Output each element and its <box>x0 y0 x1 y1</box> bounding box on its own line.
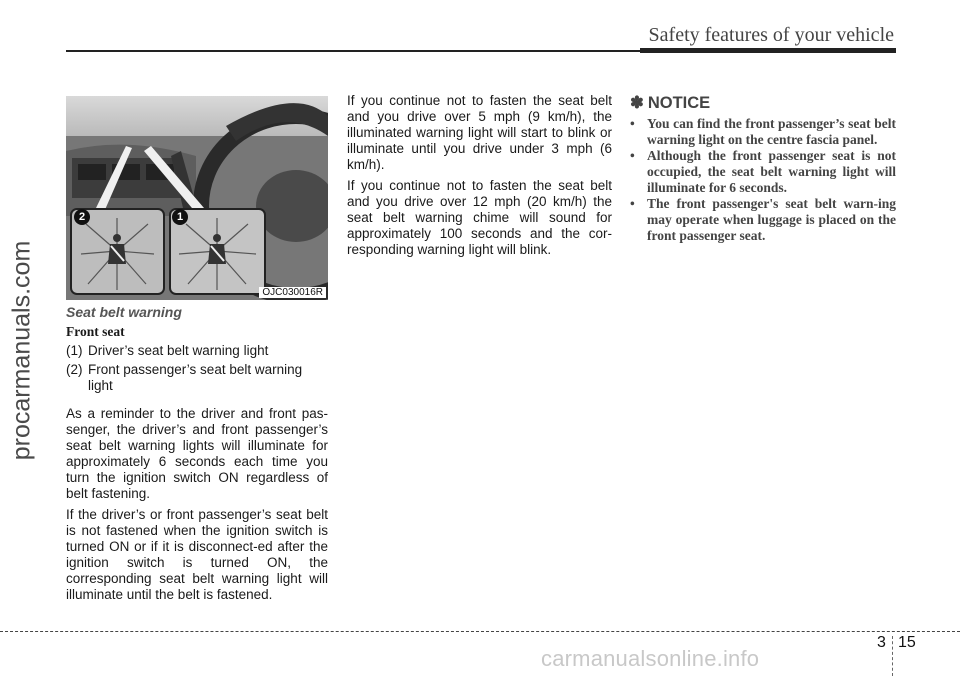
footer-watermark: carmanualsonline.info <box>541 646 760 671</box>
header-accent-bar <box>640 48 896 53</box>
list-item-number: (1) <box>66 343 83 358</box>
notice-item-text: You can find the front passenger’s seat belt warning light on the centre fascia panel. <box>647 116 896 147</box>
list-item <box>66 362 328 394</box>
notice-item: • You can find the front passenger’s seat belt warning light on the centre fascia panel. <box>630 116 896 147</box>
left-column <box>66 304 328 608</box>
body-paragraph: If you continue not to fasten the seat belt and you drive over 12 mph (20 km/h) the seat belt warning chime will sound for approximately 100 seconds and the cor-responding warning light will blink. <box>347 178 612 257</box>
callout-1-label: 1 <box>176 211 184 223</box>
body-paragraph: As a reminder to the driver and front pas-senger, the driver’s and front passenger’s seat belt warning lights will illuminate for approximately 6 seconds each time you turn the ignition switch ON regardless of belt fastening. <box>66 406 328 501</box>
notice-title-text: NOTICE <box>647 94 711 112</box>
callout-2 <box>74 209 90 225</box>
list-item-number: (2) <box>66 362 83 377</box>
callout-1 <box>172 209 188 225</box>
section-title: Seat belt warning <box>66 304 182 320</box>
list-item-text: Driver’s seat belt warning light <box>88 343 269 358</box>
notice-item: • The front passenger's seat belt warn-ing may operate when luggage is placed on the front passenger seat. <box>630 196 896 243</box>
notice-star-icon: ✽ <box>630 94 644 112</box>
figure-code: OJC030016R <box>259 287 326 298</box>
dashboard-illustration <box>66 96 328 300</box>
page-number: 15 <box>898 634 916 651</box>
list-item-text: Front passenger’s seat belt warning light <box>88 362 303 393</box>
list-item <box>66 343 328 359</box>
dashboard-figure <box>66 96 328 300</box>
callout-2-label: 2 <box>78 211 86 223</box>
notice-item-text: The front passenger's seat belt warn-ing may operate when luggage is placed on the front passenger seat. <box>647 196 896 243</box>
side-watermark <box>2 185 42 515</box>
notice-title <box>630 93 896 113</box>
subheading: Front seat <box>66 324 125 339</box>
page-number-separator <box>892 636 893 676</box>
chapter-number: 3 <box>877 634 886 651</box>
middle-column <box>347 93 612 263</box>
notice-item-text: Although the front passenger seat is not occupied, the seat belt warning light will illuminate for 6 seconds. <box>647 148 896 195</box>
notice-box <box>630 93 896 244</box>
side-watermark-text: procarmanuals.com <box>7 240 36 460</box>
footer-rule <box>0 631 960 632</box>
body-paragraph: If you continue not to fasten the seat belt and you drive over 5 mph (9 km/h), the illuminated warning light will start to blink or illuminate until you drive under 3 mph (6 km/h). <box>347 93 612 172</box>
notice-item: • Although the front passenger seat is not occupied, the seat belt warning light will illuminate for 6 seconds. <box>630 148 896 195</box>
body-paragraph: If the driver’s or front passenger’s seat belt is not fastened when the ignition switch is turned ON or if it is disconnect-ed after the ignition switch is turned ON, the corresponding seat belt warning light will illuminate until the belt is fastened. <box>66 507 328 602</box>
page-header-title: Safety features of your vehicle <box>648 24 894 46</box>
